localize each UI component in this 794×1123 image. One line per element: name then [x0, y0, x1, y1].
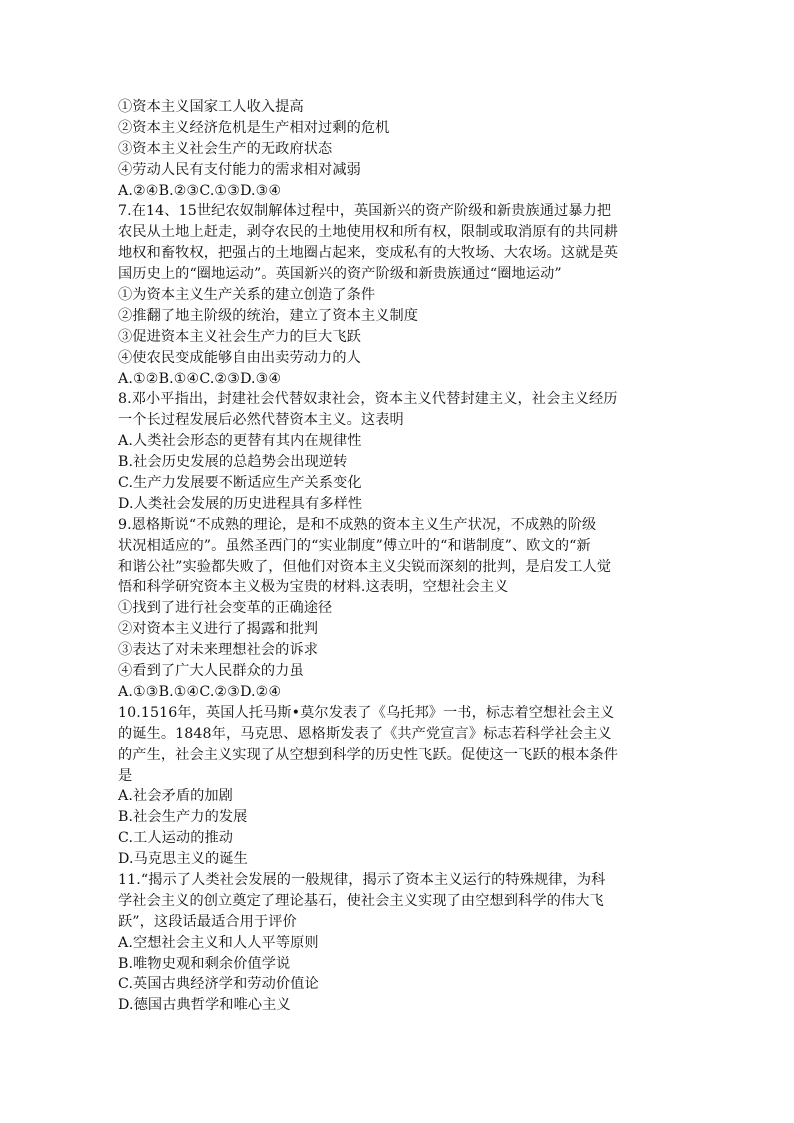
choice-c: C.英国古典经济学和劳动价值论: [118, 976, 319, 993]
question-stem-line: 10.1516年，英国人托马斯•莫尔发表了《乌托邦》一书，标志着空想社会主义: [118, 704, 615, 721]
option-3: ③表达了对未来理想社会的诉求: [118, 642, 319, 659]
question-stem-line: 状况相适应的”。虽然圣西门的“实业制度”傅立叶的“和谐制度”、欧文的“新: [118, 537, 591, 554]
question-8: [118, 389, 684, 514]
question-stem-line: 国历史上的“圈地运动”。英国新兴的资产阶级和新贵族通过“圈地运动”: [118, 266, 562, 283]
choice-b: B.唯物史观和剩余价值学说: [118, 955, 291, 972]
answer-choices: A.①③B.①④C.②③D.②④: [118, 683, 282, 700]
option-1: ①找到了进行社会变革的正确途径: [118, 600, 333, 617]
option-2: ②推翻了地主阶级的统治，建立了资本主义制度: [118, 307, 419, 324]
option-4: ④看到了广大人民群众的力虽: [118, 663, 304, 680]
option-1: ①为资本主义生产关系的建立创造了条件: [118, 287, 376, 304]
option-2: ②资本主义经济危机是生产相对过剩的危机: [118, 119, 390, 136]
option-3: ③资本主义社会生产的无政府状态: [118, 140, 333, 157]
option-3: ③促进资本主义社会生产力的巨大飞跃: [118, 328, 361, 345]
choice-c: C.工人运动的推动: [118, 830, 234, 847]
question-11: [118, 870, 684, 1016]
question-stem-line: 地权和畜牧权，把强占的土地圈占起来，变成私有的大牧场、大农场。这就是英: [118, 245, 619, 262]
option-1: ①资本主义国家工人收入提高: [118, 99, 304, 115]
question-stem-line: 是: [118, 767, 133, 784]
option-4: ④使农民变成能够自由出卖劳动力的人: [118, 349, 361, 366]
question-stem-line: 9.恩格斯说“不成熟的理论，是和不成熟的资本主义生产状况，不成熟的阶级: [118, 516, 597, 533]
question-stem-line: 7.在14、15世纪农奴制解体过程中，英国新兴的资产阶级和新贵族通过暴力把: [118, 203, 612, 220]
choice-d: D.马克思主义的诞生: [118, 851, 248, 868]
option-2: ②对资本主义进行了揭露和批判: [118, 621, 319, 638]
choice-d: D.人类社会发展的历史进程具有多样性: [118, 495, 363, 512]
question-stem-line: 和谐公社”实验都失败了，但他们对资本主义尖锐而深刻的批判，是启发工人觉: [118, 558, 612, 575]
question-stem-line: 跃”，这段话最适合用于评价: [118, 913, 297, 930]
answer-choices: A.①②B.①④C.②③D.③④: [118, 370, 282, 387]
question-stem-line: 学社会主义的创立奠定了理论基石，使社会主义实现了由空想到科学的伟大飞: [118, 892, 604, 909]
choice-a: A.人类社会形态的更替有其内在规律性: [118, 433, 362, 450]
choice-d: D.德国古典哲学和唯心主义: [118, 997, 291, 1014]
question-stem-line: 农民从土地上赶走，剥夺农民的土地使用权和所有权，限制或取消原有的共同耕: [118, 224, 619, 241]
question-stem-line: 11.“揭示了人类社会发展的一般规律，揭示了资本主义运行的特殊规律，为科: [118, 871, 606, 888]
question-7: [118, 201, 684, 389]
question-stem-line: 悟和科学研究资本主义极为宝贵的材料.这表明，空想社会主义: [118, 579, 509, 596]
choice-a: A.社会矛盾的加剧: [118, 788, 233, 805]
question-stem-line: 8.邓小平指出，封建社会代替奴隶社会，资本主义代替封建主义，社会主义经历: [118, 391, 618, 408]
choice-c: C.生产力发展要不断适应生产关系变化: [118, 475, 362, 492]
answer-choices: A.②④B.②③C.①③D.③④: [118, 182, 282, 199]
question-9: [118, 515, 684, 703]
question-6-tail: [118, 97, 684, 201]
question-stem-line: 一个长过程发展后必然代替资本主义。这表明: [118, 412, 404, 429]
question-stem-line: 的产生，社会主义实现了从空想到科学的历史性飞跃。促使这一飞跃的根本条件: [118, 746, 619, 763]
question-10: [118, 703, 684, 870]
choice-b: B.社会生产力的发展: [118, 809, 248, 826]
choice-a: A.空想社会主义和人人平等原则: [118, 934, 319, 951]
choice-b: B.社会历史发展的总趋势会出现逆转: [118, 454, 348, 471]
option-4: ④劳动人民有支付能力的需求相对减弱: [118, 161, 361, 178]
question-stem-line: 的诞生。1848年，马克思、恩格斯发表了《共产党宣言》标志若科学社会主义: [118, 725, 612, 742]
exam-page: [118, 97, 684, 1016]
